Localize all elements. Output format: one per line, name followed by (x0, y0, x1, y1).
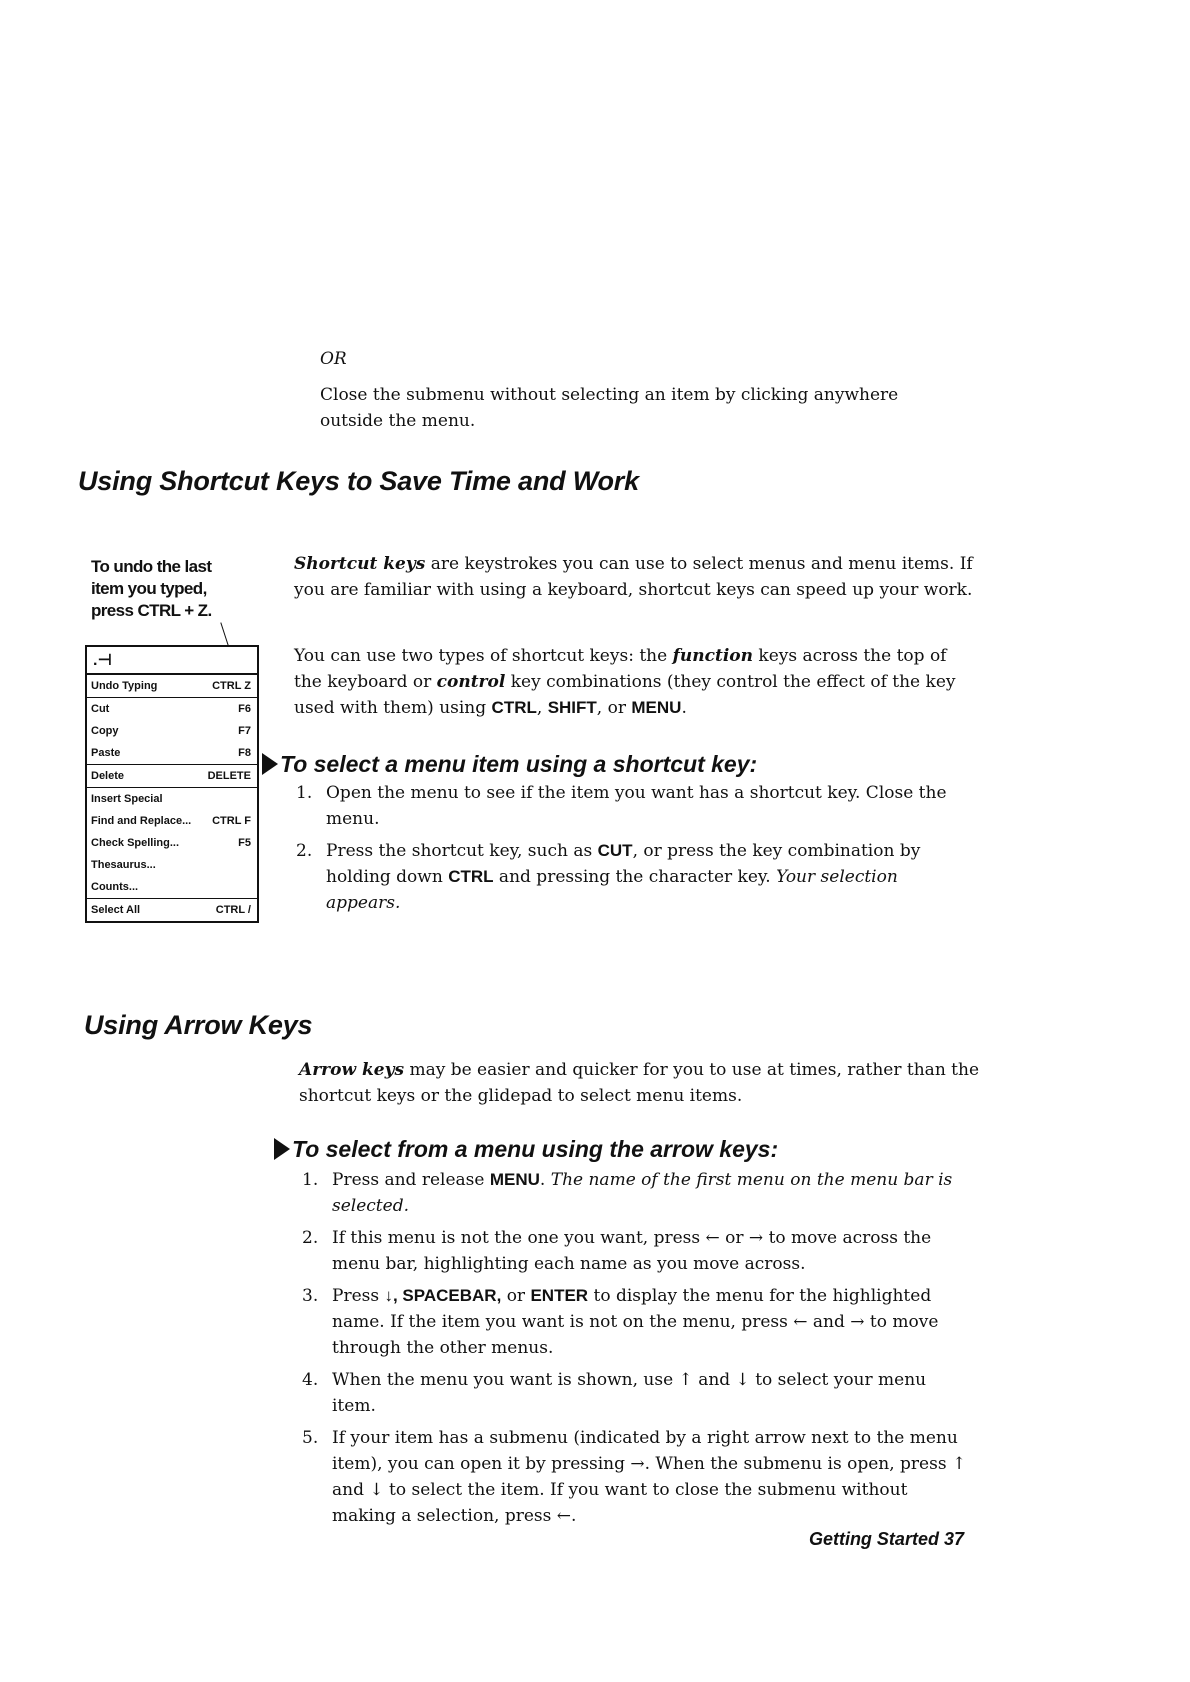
undo-sidenote: To undo the last item you typed, press CTRL + Z. (91, 557, 212, 620)
ctrl-key: CTRL (491, 698, 537, 717)
page-footer (809, 1529, 964, 1550)
menu-close-icon: .⊣ (93, 652, 113, 669)
menu-item-label: Counts... (91, 881, 139, 893)
shortcut-procedure-heading: To select a menu item using a shortcut key: (262, 751, 757, 778)
menu-item (87, 788, 257, 810)
result-text: The name of the first menu on the menu bar is selected. (332, 1170, 953, 1216)
menu-item-shortcut: DELETE (207, 770, 251, 782)
arrow-procedure-heading: To select from a menu using the arrow keys: (274, 1136, 778, 1163)
arrow-keys-para: Arrow keys may be easier and quicker for you to use at times, rather than the shortcut keys or the glidepad to select menu items. (299, 1060, 980, 1106)
menu-item-label: Undo Typing (91, 680, 158, 692)
triangle-arrow-icon (262, 753, 278, 775)
control-term: control (436, 672, 506, 692)
edit-menu-illustration (85, 645, 259, 923)
menu-item-shortcut: CTRL F (212, 815, 251, 827)
shortcut-keys-term: Shortcut keys (294, 554, 426, 574)
list-item: 1. Open the menu to see if the item you want has a shortcut key. Close the menu. (296, 783, 947, 829)
menu-item (87, 742, 257, 764)
menu-item-label: Insert Special (91, 793, 163, 805)
submenu-close-text: Close the submenu without selecting an item by clicking anywhere outside the menu. (320, 385, 899, 431)
menu-item-shortcut: F7 (238, 725, 251, 737)
menu-item-shortcut: CTRL / (215, 904, 251, 916)
menu-item (87, 720, 257, 742)
list-item: 2. If this menu is not the one you want, press ← or → to move across the menu bar, highlighting each name as you move across. (302, 1228, 932, 1274)
menu-item-label: Check Spelling... (91, 837, 180, 849)
result-text: Your selection appears. (326, 867, 898, 913)
menu-item-shortcut: F5 (238, 837, 251, 849)
arrow-section-heading: Using Arrow Keys (84, 1010, 313, 1040)
menu-group (87, 675, 257, 698)
menu-item-label: Copy (91, 725, 119, 737)
menu-item-shortcut: F6 (238, 703, 251, 715)
menu-item (87, 675, 257, 697)
shift-key: SHIFT (547, 698, 597, 717)
menu-item-label: Thesaurus... (91, 859, 156, 871)
footer-section-title: Getting Started (808, 1529, 939, 1549)
menu-item (87, 765, 257, 787)
menu-item-label: Cut (91, 703, 110, 715)
list-item: 2. Press the shortcut key, such as CUT, or press the key combination by holding down CTRL and pressing the character key. Your selection appears. (296, 841, 921, 913)
menu-item-label: Delete (91, 770, 125, 782)
menu-item-label: Paste (91, 747, 121, 759)
menu-group (87, 765, 257, 788)
menu-item-label: Select All (91, 904, 141, 916)
shortcut-para-2: You can use two types of shortcut keys: the function keys across the top of the keyboard or control key combinations (they control the effect of the key used with them) using CTRL, SHIFT, or MENU. (294, 646, 956, 718)
menu-item (87, 854, 257, 876)
menu-item (87, 832, 257, 854)
menu-item (87, 876, 257, 898)
menu-group (87, 899, 257, 921)
menu-key: MENU (631, 698, 682, 717)
menu-item (87, 698, 257, 720)
menu-item-shortcut: CTRL Z (212, 680, 251, 692)
menu-item-label: Find and Replace... (91, 815, 192, 827)
arrow-keys-term: Arrow keys (299, 1060, 405, 1080)
triangle-arrow-icon (274, 1138, 290, 1160)
list-item: 4. When the menu you want is shown, use ↑ and ↓ to select your menu item. (302, 1370, 927, 1416)
menu-group (87, 788, 257, 899)
shortcut-steps-list (296, 780, 976, 922)
shortcut-para-1: Shortcut keys are keystrokes you can use to select menus and menu items. If you are familiar with using a keyboard, shortcut keys can speed up your work. (294, 554, 973, 600)
function-term: function (672, 646, 753, 666)
arrow-steps-list (302, 1167, 972, 1535)
shortcut-section-heading: Using Shortcut Keys to Save Time and Work (78, 466, 639, 496)
or-label: OR (320, 349, 347, 369)
list-item: 3. Press ↓, SPACEBAR, or ENTER to display the menu for the highlighted name. If the item you want is not on the menu, press ← and → to move through the other menus. (302, 1286, 939, 1358)
menu-titlebar (87, 647, 257, 675)
menu-item (87, 899, 257, 921)
menu-item-shortcut: F8 (238, 747, 251, 759)
menu-group (87, 698, 257, 765)
callout-line (220, 622, 228, 645)
menu-item (87, 810, 257, 832)
list-item: 1. Press and release MENU. The name of the first menu on the menu bar is selected. (302, 1170, 953, 1216)
list-item: 5. If your item has a submenu (indicated by a right arrow next to the menu item), you can open it by pressing →. When the submenu is open, press ↑ and ↓ to select the item. If you want to close the submenu without making a selection, press ←. (302, 1428, 967, 1526)
page-number: 37 (943, 1529, 964, 1549)
